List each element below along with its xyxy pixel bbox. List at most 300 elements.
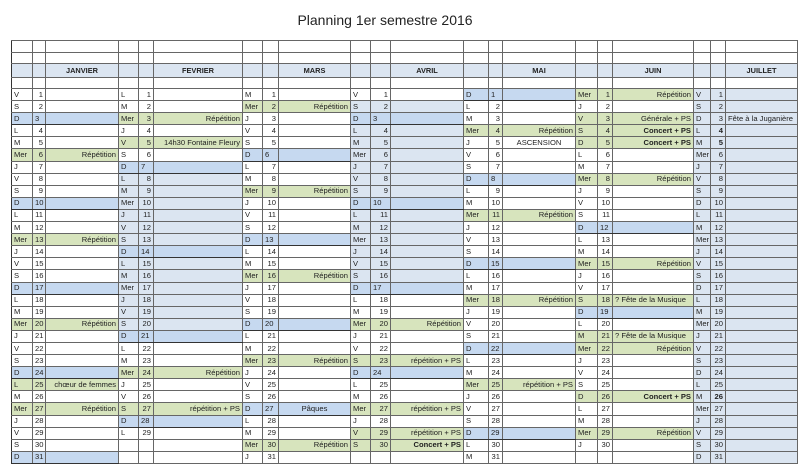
day-note-cell[interactable]: [279, 379, 351, 391]
day-note-cell[interactable]: [279, 367, 351, 379]
day-note-cell[interactable]: [154, 258, 243, 270]
day-note-cell[interactable]: [391, 330, 464, 342]
day-number-cell[interactable]: 14: [33, 246, 46, 258]
weekday-cell[interactable]: Mer: [351, 149, 371, 161]
day-note-cell[interactable]: [726, 185, 798, 197]
day-number-cell[interactable]: 22: [711, 342, 726, 354]
weekday-cell[interactable]: D: [243, 403, 263, 415]
weekday-cell[interactable]: J: [351, 246, 371, 258]
weekday-cell[interactable]: L: [119, 89, 139, 101]
weekday-cell[interactable]: Mer: [12, 149, 33, 161]
day-number-cell[interactable]: 5: [489, 137, 503, 149]
day-number-cell[interactable]: 13: [489, 234, 503, 246]
weekday-cell[interactable]: D: [119, 161, 139, 173]
weekday-cell[interactable]: Mer: [694, 318, 711, 330]
weekday-cell[interactable]: [576, 451, 598, 463]
day-note-cell[interactable]: [391, 149, 464, 161]
day-number-cell[interactable]: 30: [263, 439, 279, 451]
day-number-cell[interactable]: 31: [33, 451, 46, 463]
day-note-cell[interactable]: [613, 306, 694, 318]
weekday-cell[interactable]: L: [12, 125, 33, 137]
day-note-cell[interactable]: [391, 234, 464, 246]
day-number-cell[interactable]: 26: [33, 391, 46, 403]
day-note-cell[interactable]: [503, 197, 576, 209]
day-number-cell[interactable]: 11: [263, 209, 279, 221]
weekday-cell[interactable]: M: [694, 391, 711, 403]
day-note-cell[interactable]: [391, 113, 464, 125]
day-number-cell[interactable]: 4: [33, 125, 46, 137]
day-number-cell[interactable]: 1: [598, 89, 613, 101]
day-note-cell[interactable]: [503, 246, 576, 258]
event-cell[interactable]: Répétition: [613, 89, 694, 101]
weekday-cell[interactable]: S: [694, 185, 711, 197]
event-cell[interactable]: Répétition: [46, 234, 119, 246]
weekday-cell[interactable]: Mer: [464, 294, 489, 306]
day-number-cell[interactable]: 10: [33, 197, 46, 209]
weekday-cell[interactable]: D: [243, 149, 263, 161]
day-number-cell[interactable]: 29: [371, 427, 391, 439]
day-note-cell[interactable]: [726, 89, 798, 101]
day-note-cell[interactable]: [154, 294, 243, 306]
day-note-cell[interactable]: [46, 185, 119, 197]
weekday-cell[interactable]: S: [12, 270, 33, 282]
day-number-cell[interactable]: 17: [263, 282, 279, 294]
day-note-cell[interactable]: [726, 318, 798, 330]
weekday-cell[interactable]: M: [576, 246, 598, 258]
day-number-cell[interactable]: 19: [33, 306, 46, 318]
day-number-cell[interactable]: 29: [598, 427, 613, 439]
day-number-cell[interactable]: 20: [598, 318, 613, 330]
day-number-cell[interactable]: 12: [263, 222, 279, 234]
weekday-cell[interactable]: D: [464, 427, 489, 439]
day-note-cell[interactable]: [154, 379, 243, 391]
day-number-cell[interactable]: 7: [598, 161, 613, 173]
day-number-cell[interactable]: 16: [489, 270, 503, 282]
day-number-cell[interactable]: 14: [263, 246, 279, 258]
day-number-cell[interactable]: 6: [371, 149, 391, 161]
day-note-cell[interactable]: [46, 89, 119, 101]
weekday-cell[interactable]: M: [576, 161, 598, 173]
weekday-cell[interactable]: L: [351, 379, 371, 391]
day-number-cell[interactable]: 3: [489, 113, 503, 125]
day-note-cell[interactable]: [154, 197, 243, 209]
weekday-cell[interactable]: M: [119, 185, 139, 197]
day-note-cell[interactable]: [503, 113, 576, 125]
event-cell[interactable]: Répétition: [279, 355, 351, 367]
weekday-cell[interactable]: J: [243, 282, 263, 294]
weekday-cell[interactable]: L: [243, 415, 263, 427]
weekday-cell[interactable]: M: [464, 113, 489, 125]
weekday-cell[interactable]: S: [464, 161, 489, 173]
day-number-cell[interactable]: 23: [263, 355, 279, 367]
day-note-cell[interactable]: [503, 451, 576, 463]
day-note-cell[interactable]: [391, 270, 464, 282]
weekday-cell[interactable]: M: [119, 101, 139, 113]
day-number-cell[interactable]: 27: [139, 403, 154, 415]
day-note-cell[interactable]: [503, 173, 576, 185]
day-number-cell[interactable]: 6: [33, 149, 46, 161]
day-note-cell[interactable]: [613, 209, 694, 221]
weekday-cell[interactable]: M: [464, 282, 489, 294]
day-note-cell[interactable]: [279, 246, 351, 258]
weekday-cell[interactable]: S: [243, 306, 263, 318]
day-note-cell[interactable]: [154, 342, 243, 354]
weekday-cell[interactable]: J: [694, 330, 711, 342]
day-note-cell[interactable]: [46, 137, 119, 149]
day-note-cell[interactable]: [503, 427, 576, 439]
day-number-cell[interactable]: 21: [371, 330, 391, 342]
event-cell[interactable]: Répétition: [154, 367, 243, 379]
day-note-cell[interactable]: [279, 451, 351, 463]
weekday-cell[interactable]: Mer: [243, 439, 263, 451]
day-note-cell[interactable]: [391, 282, 464, 294]
day-note-cell[interactable]: [613, 197, 694, 209]
event-cell[interactable]: Fête à la Juganière: [726, 113, 798, 125]
day-number-cell[interactable]: 16: [33, 270, 46, 282]
day-number-cell[interactable]: 6: [489, 149, 503, 161]
day-note-cell[interactable]: [46, 161, 119, 173]
weekday-cell[interactable]: S: [576, 209, 598, 221]
weekday-cell[interactable]: M: [351, 137, 371, 149]
day-number-cell[interactable]: 23: [371, 355, 391, 367]
weekday-cell[interactable]: D: [351, 197, 371, 209]
day-number-cell[interactable]: 8: [711, 173, 726, 185]
day-number-cell[interactable]: 1: [711, 89, 726, 101]
weekday-cell[interactable]: S: [119, 403, 139, 415]
weekday-cell[interactable]: V: [12, 258, 33, 270]
weekday-cell[interactable]: Mer: [12, 403, 33, 415]
day-note-cell[interactable]: [154, 391, 243, 403]
day-number-cell[interactable]: 23: [711, 355, 726, 367]
day-number-cell[interactable]: 2: [263, 101, 279, 113]
weekday-cell[interactable]: V: [351, 173, 371, 185]
day-number-cell[interactable]: 20: [489, 318, 503, 330]
day-note-cell[interactable]: [279, 197, 351, 209]
day-number-cell[interactable]: 30: [489, 439, 503, 451]
day-note-cell[interactable]: [391, 185, 464, 197]
event-cell[interactable]: Répétition: [613, 173, 694, 185]
weekday-cell[interactable]: D: [464, 342, 489, 354]
day-number-cell[interactable]: 16: [711, 270, 726, 282]
day-number-cell[interactable]: 17: [598, 282, 613, 294]
day-number-cell[interactable]: 15: [139, 258, 154, 270]
weekday-cell[interactable]: L: [464, 439, 489, 451]
day-note-cell[interactable]: [46, 451, 119, 463]
day-number-cell[interactable]: 25: [489, 379, 503, 391]
day-note-cell[interactable]: [726, 101, 798, 113]
weekday-cell[interactable]: D: [12, 367, 33, 379]
day-note-cell[interactable]: [613, 282, 694, 294]
day-number-cell[interactable]: 6: [263, 149, 279, 161]
weekday-cell[interactable]: D: [694, 197, 711, 209]
day-number-cell[interactable]: 9: [139, 185, 154, 197]
day-note-cell[interactable]: [154, 209, 243, 221]
weekday-cell[interactable]: V: [694, 89, 711, 101]
weekday-cell[interactable]: J: [12, 330, 33, 342]
day-number-cell[interactable]: 4: [263, 125, 279, 137]
weekday-cell[interactable]: S: [576, 294, 598, 306]
day-number-cell[interactable]: 16: [263, 270, 279, 282]
weekday-cell[interactable]: V: [351, 427, 371, 439]
weekday-cell[interactable]: V: [243, 379, 263, 391]
weekday-cell[interactable]: J: [12, 246, 33, 258]
day-number-cell[interactable]: 2: [139, 101, 154, 113]
weekday-cell[interactable]: S: [464, 246, 489, 258]
event-cell[interactable]: ? Fête de la Musique: [613, 294, 694, 306]
weekday-cell[interactable]: Mer: [351, 234, 371, 246]
event-cell[interactable]: Concert + PS: [613, 125, 694, 137]
day-note-cell[interactable]: [613, 234, 694, 246]
weekday-cell[interactable]: Mer: [576, 427, 598, 439]
weekday-cell[interactable]: D: [694, 113, 711, 125]
weekday-cell[interactable]: D: [694, 367, 711, 379]
day-note-cell[interactable]: [613, 246, 694, 258]
day-number-cell[interactable]: 13: [711, 234, 726, 246]
weekday-cell[interactable]: S: [243, 222, 263, 234]
day-note-cell[interactable]: [503, 282, 576, 294]
day-note-cell[interactable]: [391, 173, 464, 185]
day-number-cell[interactable]: 2: [711, 101, 726, 113]
day-note-cell[interactable]: [726, 342, 798, 354]
day-number-cell[interactable]: 10: [489, 197, 503, 209]
day-note-cell[interactable]: [279, 137, 351, 149]
day-number-cell[interactable]: 14: [139, 246, 154, 258]
weekday-cell[interactable]: L: [694, 209, 711, 221]
weekday-cell[interactable]: [119, 451, 139, 463]
day-note-cell[interactable]: [279, 173, 351, 185]
weekday-cell[interactable]: Mer: [464, 125, 489, 137]
day-number-cell[interactable]: 27: [263, 403, 279, 415]
day-note-cell[interactable]: [279, 427, 351, 439]
day-note-cell[interactable]: [279, 149, 351, 161]
day-number-cell[interactable]: 28: [711, 415, 726, 427]
day-note-cell[interactable]: [391, 197, 464, 209]
day-number-cell[interactable]: 7: [489, 161, 503, 173]
day-note-cell[interactable]: [154, 173, 243, 185]
weekday-cell[interactable]: M: [243, 342, 263, 354]
day-note-cell[interactable]: [726, 427, 798, 439]
weekday-cell[interactable]: Mer: [694, 149, 711, 161]
day-number-cell[interactable]: 10: [598, 197, 613, 209]
weekday-cell[interactable]: V: [576, 113, 598, 125]
day-number-cell[interactable]: 5: [263, 137, 279, 149]
weekday-cell[interactable]: M: [464, 197, 489, 209]
weekday-cell[interactable]: S: [351, 185, 371, 197]
day-note-cell[interactable]: [613, 270, 694, 282]
weekday-cell[interactable]: Mer: [464, 209, 489, 221]
day-number-cell[interactable]: 8: [598, 173, 613, 185]
event-cell[interactable]: chœur de femmes: [46, 379, 119, 391]
day-note-cell[interactable]: [503, 270, 576, 282]
day-note-cell[interactable]: [726, 282, 798, 294]
weekday-cell[interactable]: D: [12, 282, 33, 294]
event-cell[interactable]: Répétition: [613, 258, 694, 270]
day-note-cell[interactable]: [726, 149, 798, 161]
day-number-cell[interactable]: 8: [371, 173, 391, 185]
event-cell[interactable]: Répétition: [279, 185, 351, 197]
weekday-cell[interactable]: M: [694, 137, 711, 149]
day-number-cell[interactable]: 26: [139, 391, 154, 403]
weekday-cell[interactable]: J: [119, 379, 139, 391]
day-number-cell[interactable]: 18: [489, 294, 503, 306]
weekday-cell[interactable]: D: [243, 318, 263, 330]
day-number-cell[interactable]: 21: [33, 330, 46, 342]
day-number-cell[interactable]: 9: [33, 185, 46, 197]
day-number-cell[interactable]: 2: [33, 101, 46, 113]
day-note-cell[interactable]: [503, 161, 576, 173]
day-number-cell[interactable]: 17: [139, 282, 154, 294]
day-number-cell[interactable]: 18: [598, 294, 613, 306]
event-cell[interactable]: Répétition: [503, 294, 576, 306]
weekday-cell[interactable]: M: [576, 415, 598, 427]
day-number-cell[interactable]: 22: [33, 342, 46, 354]
day-number-cell[interactable]: 30: [371, 439, 391, 451]
day-number-cell[interactable]: [371, 451, 391, 463]
day-number-cell[interactable]: 20: [139, 318, 154, 330]
day-number-cell[interactable]: 19: [598, 306, 613, 318]
day-note-cell[interactable]: [391, 258, 464, 270]
day-number-cell[interactable]: 9: [598, 185, 613, 197]
day-note-cell[interactable]: [391, 209, 464, 221]
day-number-cell[interactable]: 4: [711, 125, 726, 137]
weekday-cell[interactable]: M: [351, 306, 371, 318]
weekday-cell[interactable]: V: [694, 427, 711, 439]
weekday-cell[interactable]: L: [694, 379, 711, 391]
weekday-cell[interactable]: Mer: [243, 355, 263, 367]
day-note-cell[interactable]: [154, 415, 243, 427]
day-number-cell[interactable]: 17: [33, 282, 46, 294]
day-note-cell[interactable]: [154, 330, 243, 342]
day-note-cell[interactable]: [503, 306, 576, 318]
day-number-cell[interactable]: 3: [263, 113, 279, 125]
day-number-cell[interactable]: 28: [598, 415, 613, 427]
day-note-cell[interactable]: [726, 415, 798, 427]
weekday-cell[interactable]: Mer: [119, 282, 139, 294]
day-number-cell[interactable]: 9: [263, 185, 279, 197]
day-number-cell[interactable]: 3: [33, 113, 46, 125]
day-number-cell[interactable]: 14: [598, 246, 613, 258]
day-number-cell[interactable]: [139, 451, 154, 463]
day-note-cell[interactable]: [613, 451, 694, 463]
weekday-cell[interactable]: Mer: [576, 258, 598, 270]
day-note-cell[interactable]: [46, 355, 119, 367]
weekday-cell[interactable]: L: [119, 258, 139, 270]
weekday-cell[interactable]: J: [576, 270, 598, 282]
weekday-cell[interactable]: J: [12, 415, 33, 427]
day-number-cell[interactable]: 22: [371, 342, 391, 354]
weekday-cell[interactable]: M: [243, 173, 263, 185]
day-note-cell[interactable]: [726, 330, 798, 342]
weekday-cell[interactable]: V: [12, 89, 33, 101]
weekday-cell[interactable]: V: [243, 209, 263, 221]
day-number-cell[interactable]: 23: [598, 355, 613, 367]
day-note-cell[interactable]: [46, 367, 119, 379]
event-cell[interactable]: Répétition: [46, 149, 119, 161]
day-note-cell[interactable]: [726, 125, 798, 137]
weekday-cell[interactable]: J: [576, 101, 598, 113]
day-number-cell[interactable]: 28: [33, 415, 46, 427]
day-number-cell[interactable]: 1: [263, 89, 279, 101]
day-number-cell[interactable]: 12: [598, 222, 613, 234]
day-note-cell[interactable]: [503, 258, 576, 270]
weekday-cell[interactable]: L: [351, 209, 371, 221]
day-number-cell[interactable]: 13: [263, 234, 279, 246]
weekday-cell[interactable]: S: [694, 355, 711, 367]
day-number-cell[interactable]: 21: [139, 330, 154, 342]
day-number-cell[interactable]: 14: [489, 246, 503, 258]
weekday-cell[interactable]: Mer: [694, 234, 711, 246]
weekday-cell[interactable]: S: [119, 234, 139, 246]
day-number-cell[interactable]: 1: [33, 89, 46, 101]
day-number-cell[interactable]: 4: [139, 125, 154, 137]
weekday-cell[interactable]: Mer: [119, 197, 139, 209]
day-note-cell[interactable]: [503, 149, 576, 161]
weekday-cell[interactable]: S: [351, 101, 371, 113]
weekday-cell[interactable]: J: [694, 161, 711, 173]
day-note-cell[interactable]: [154, 355, 243, 367]
day-number-cell[interactable]: 8: [33, 173, 46, 185]
day-note-cell[interactable]: [46, 173, 119, 185]
weekday-cell[interactable]: D: [119, 246, 139, 258]
day-note-cell[interactable]: [391, 415, 464, 427]
weekday-cell[interactable]: D: [576, 306, 598, 318]
day-number-cell[interactable]: 22: [263, 342, 279, 354]
day-note-cell[interactable]: [391, 342, 464, 354]
event-cell[interactable]: Répétition: [154, 113, 243, 125]
weekday-cell[interactable]: M: [576, 330, 598, 342]
weekday-cell[interactable]: D: [119, 415, 139, 427]
weekday-cell[interactable]: Mer: [119, 113, 139, 125]
day-note-cell[interactable]: [391, 101, 464, 113]
day-note-cell[interactable]: [613, 403, 694, 415]
weekday-cell[interactable]: V: [119, 391, 139, 403]
weekday-cell[interactable]: L: [576, 318, 598, 330]
day-number-cell[interactable]: 13: [371, 234, 391, 246]
day-note-cell[interactable]: [46, 439, 119, 451]
weekday-cell[interactable]: L: [576, 234, 598, 246]
day-note-cell[interactable]: [726, 258, 798, 270]
day-note-cell[interactable]: [46, 294, 119, 306]
day-note-cell[interactable]: [726, 451, 798, 463]
weekday-cell[interactable]: S: [351, 355, 371, 367]
day-number-cell[interactable]: 9: [711, 185, 726, 197]
day-note-cell[interactable]: [503, 185, 576, 197]
weekday-cell[interactable]: L: [464, 185, 489, 197]
event-cell[interactable]: Répétition: [46, 403, 119, 415]
day-note-cell[interactable]: [46, 270, 119, 282]
day-note-cell[interactable]: [391, 379, 464, 391]
day-number-cell[interactable]: 17: [371, 282, 391, 294]
weekday-cell[interactable]: S: [119, 318, 139, 330]
weekday-cell[interactable]: D: [243, 234, 263, 246]
day-note-cell[interactable]: [726, 137, 798, 149]
weekday-cell[interactable]: J: [694, 415, 711, 427]
weekday-cell[interactable]: D: [12, 197, 33, 209]
day-note-cell[interactable]: [154, 89, 243, 101]
day-number-cell[interactable]: 26: [598, 391, 613, 403]
day-note-cell[interactable]: [503, 439, 576, 451]
weekday-cell[interactable]: L: [12, 209, 33, 221]
day-number-cell[interactable]: 14: [371, 246, 391, 258]
weekday-cell[interactable]: S: [12, 101, 33, 113]
weekday-cell[interactable]: Mer: [694, 403, 711, 415]
day-note-cell[interactable]: [503, 101, 576, 113]
day-number-cell[interactable]: 11: [139, 209, 154, 221]
day-number-cell[interactable]: 9: [489, 185, 503, 197]
day-number-cell[interactable]: 5: [371, 137, 391, 149]
weekday-cell[interactable]: S: [464, 330, 489, 342]
day-number-cell[interactable]: 20: [371, 318, 391, 330]
